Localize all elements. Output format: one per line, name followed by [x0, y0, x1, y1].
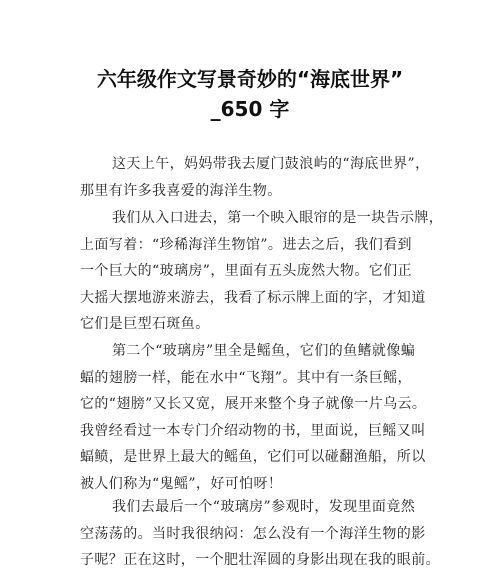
- paragraph-line: 我们去最后一个“玻璃房”参观时，发现里面竟然: [112, 499, 416, 515]
- paragraph-line: 大摇大摆地游来游去，我看了标示牌上面的字，才知道: [80, 289, 426, 306]
- paragraph-line: 这天上午，妈妈带我去厦门鼓浪屿的“海底世界”，: [112, 156, 430, 172]
- paragraph-1: [80, 151, 430, 204]
- paragraph-line: 蝠的翅膀一样，能在水中“飞翔”。其中有一条巨鳐，: [80, 369, 412, 386]
- paragraph-line: 它们是巨型石斑鱼。: [80, 316, 210, 332]
- paragraph-line: 第二个“玻璃房”里全是鳐鱼，它们的鱼鳍就像蝙: [112, 343, 416, 359]
- title-line-2: _650 字: [210, 97, 290, 121]
- paragraph-line: 它的“翅膀”又长又宽，展开来整个身子就像一片乌云。: [80, 396, 427, 412]
- paragraph-line: 被人们称为“鬼鳐”，好可怕呀！: [80, 475, 283, 492]
- paragraph-line: 一个巨大的“玻璃房”，里面有五头庞然大物。它们正: [80, 263, 412, 279]
- title-line-1: 六年级作文写景奇妙的“海底世界”: [96, 67, 404, 91]
- paragraph-line: 上面写着：“珍稀海洋生物馆”。进去之后，我们看到: [80, 236, 412, 253]
- paragraph-line: 我曾经看过一本专门介绍动物的书，里面说，巨鳐又叫: [80, 422, 426, 439]
- document-title: [60, 64, 440, 124]
- paragraph-line: 我们从入口进去，第一个映入眼帘的是一块告示牌，: [112, 210, 444, 226]
- paragraph-line: 空荡荡的。当时我很纳闷：怎么没有一个海洋生物的影: [80, 525, 426, 542]
- paragraph-line: 蝠鲼，是世界上最大的鳐鱼，它们可以碰翻渔船，所以: [80, 449, 426, 465]
- paragraph-2: [80, 205, 444, 338]
- paragraph-line: 子呢？正在这时，一个肥壮浑圆的身影出现在我的眼前。: [80, 552, 440, 568]
- paragraph-4: [80, 494, 440, 574]
- paragraph-line: 那里有许多我喜爱的海洋生物。: [80, 182, 282, 199]
- paragraph-3: [80, 338, 430, 497]
